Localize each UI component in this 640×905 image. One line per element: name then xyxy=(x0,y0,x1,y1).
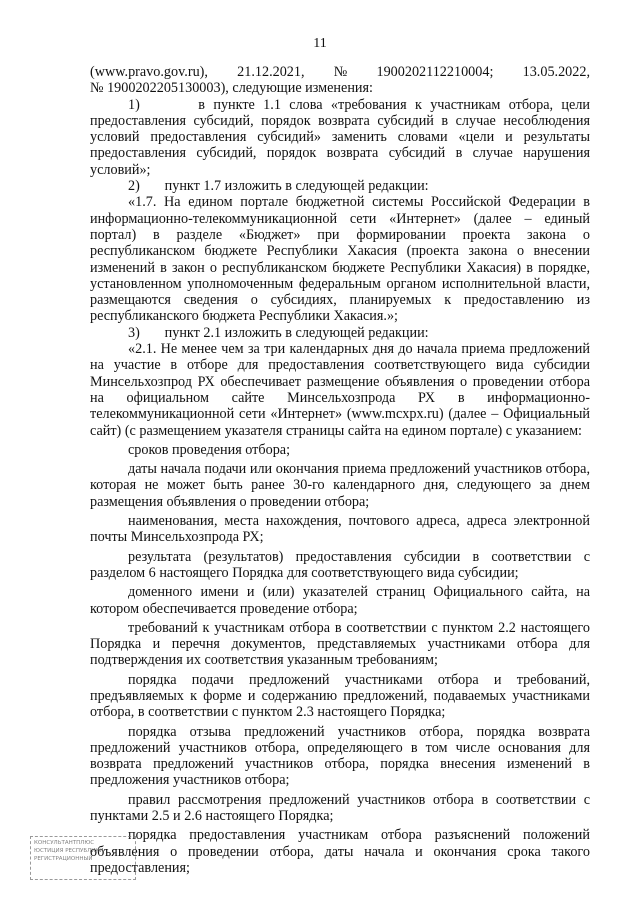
stamp-line: ЮСТИЦИЯ РЕСПУБЛИКИ xyxy=(34,848,104,854)
paragraph: 2) пункт 1.7 изложить в следующей редакции: xyxy=(128,178,429,195)
stamp-line: РЕГИСТРАЦИОННЫЙ xyxy=(34,856,93,862)
paragraph: сроков проведения отбора; xyxy=(128,441,291,458)
document-number: 1900202112210004; xyxy=(376,64,494,80)
paragraph: 1) в пункте 1.1 слова «требования к участникам отбора, цели предоставления субсидий, порядок возврата субсидий в случае несоблюдения условий предоставления субсидий» заменить словами «цели и результаты предоставления субсидий, порядок возврата субсидий в случае нарушения условий»; xyxy=(90,96,590,178)
stamp-line: КОНСУЛЬТАНТПЛЮС xyxy=(34,840,95,846)
paragraph: наименования, места нахождения, почтового адреса, адреса электронной почты Минсельхозпрода РХ; xyxy=(90,513,590,546)
date-first: 21.12.2021, xyxy=(237,64,305,80)
paragraph: «2.1. Не менее чем за три календарных дня до начала приема предложений на участие в отборе для предоставления соответствующего вида субсидии Минсельхозпрод РХ обеспечивает размещение объявления о проведении отбора на официальном сайте Минсельхозпрода РХ в информационно-телекоммуникационной сети «Интернет» (www.mcxpx.ru) (далее – Официальный сайт) (с размещением указателя страницы сайта на едином портале) с указанием: xyxy=(90,341,590,439)
paragraph: 3) пункт 2.1 изложить в следующей редакции: xyxy=(128,324,429,341)
number-sign: № xyxy=(333,64,348,80)
paragraph: даты начала подачи или окончания приема предложений участников отбора, которая не может быть ранее 30-го календарного дня, следующего за днем размещения объявления о проведении отбора; xyxy=(90,461,590,510)
first-line xyxy=(90,64,590,80)
paragraph: порядка предоставления участникам отбора разъяснений положений объявления о проведении отбора, даты начала и окончания срока такого предоставления; xyxy=(90,827,590,876)
paragraph: результата (результатов) предоставления субсидии в соответствии с разделом 6 настоящего Порядка для соответствующего вида субсидии; xyxy=(90,548,590,581)
site-reference: (www.pravo.gov.ru), xyxy=(90,64,208,80)
registration-stamp xyxy=(30,836,136,880)
paragraph: порядка подачи предложений участниками отбора и требований, предъявляемых к форме и содержанию предложений, подаваемых участниками отбора, в соответствии с пунктом 2.3 настоящего Порядка; xyxy=(90,671,590,721)
page-number: 11 xyxy=(313,36,327,51)
paragraph: № 1900202205130003), следующие изменения: xyxy=(90,80,373,97)
date-second: 13.05.2022, xyxy=(522,64,590,80)
paragraph: доменного имени и (или) указателей страниц Официального сайта, на котором обеспечивается проведение отбора; xyxy=(90,584,590,617)
paragraph: требований к участникам отбора в соответствии с пунктом 2.2 настоящего Порядка и перечня документов, представляемых участниками отбора для подтверждения их соответствия указанным требованиям; xyxy=(90,619,590,669)
paragraph: правил рассмотрения предложений участников отбора в соответствии с пунктами 2.5 и 2.6 настоящего Порядка; xyxy=(90,791,590,825)
document-body xyxy=(90,64,590,876)
paragraph: порядка отзыва предложений участников отбора, порядка возврата предложений участников отбора, определяющего в том числе основания для возврата предложений участников отбора, порядка внесения изменений в предложения участников отбора; xyxy=(90,723,590,789)
paragraph: «1.7. На едином портале бюджетной системы Российской Федерации в информационно-телекоммуникационной сети «Интернет» (далее – единый портал) в разделе «Бюджет» при формировании проекта закона о республиканском бюджете Республики Хакасия (проекта закона о внесении изменений в закон о республиканском бюджете Республики Хакасия) в порядке, установленном уполномоченным федеральным органом исполнительной власти, размещаются сведения о субсидиях, планируемых к предоставлению из республиканского бюджета Республики Хакасия.»; xyxy=(90,194,590,325)
